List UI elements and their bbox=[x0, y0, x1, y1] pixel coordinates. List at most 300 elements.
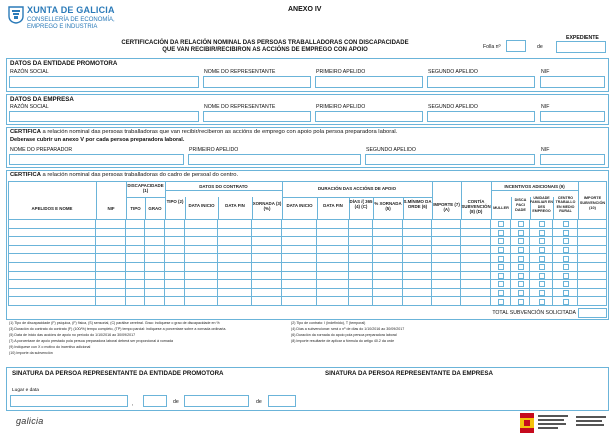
incentive-checkbox[interactable] bbox=[518, 238, 524, 244]
table-cell-input[interactable] bbox=[165, 237, 185, 246]
signature-promotora-title: SINATURA DA PERSOA REPRESENTANTE DA ENTIDADE PROMOTORA bbox=[12, 370, 224, 377]
table-cell-input[interactable] bbox=[403, 220, 432, 229]
preparador-ap1-label: PRIMEIRO APELIDO bbox=[189, 147, 239, 153]
xunta-name: XUNTA DE GALICIA bbox=[27, 5, 115, 15]
table-cell-input[interactable] bbox=[145, 297, 165, 306]
table-cell-input[interactable] bbox=[349, 272, 373, 281]
note-1: (1) Tipo de discapacidade (F) psíquica, (F) física, (S) sensorial, (C) parálise cerebral. Grao: indíquese o grao de discapacidade en % bbox=[9, 321, 220, 325]
table-cell-input[interactable] bbox=[165, 289, 185, 298]
table-cell-input[interactable] bbox=[218, 229, 252, 238]
promotora-ap1-label: PRIMEIRO APELIDO bbox=[316, 69, 366, 75]
table-cell-input[interactable] bbox=[96, 220, 126, 229]
table-cell-input[interactable] bbox=[403, 263, 432, 272]
table-cell-input[interactable] bbox=[145, 220, 165, 229]
table-cell-input[interactable] bbox=[185, 237, 218, 246]
th-pct-xornada: % XORNADA (5) bbox=[374, 201, 402, 211]
incentive-checkbox[interactable] bbox=[518, 230, 524, 236]
table-cell-input[interactable] bbox=[349, 229, 373, 238]
table-cell-input[interactable] bbox=[461, 272, 491, 281]
table-row bbox=[0, 280, 615, 289]
date-de-label-2: de bbox=[256, 399, 262, 405]
table-cell-input[interactable] bbox=[317, 237, 349, 246]
incentive-checkbox[interactable] bbox=[539, 221, 545, 227]
table-cell-input[interactable] bbox=[317, 263, 349, 272]
preparador-subtitle: Deberase cubrir un anexo V por cada persoa preparadora laboral. bbox=[10, 137, 185, 143]
table-cell-input[interactable] bbox=[185, 220, 218, 229]
signature-empresa-title: SINATURA DA PERSOA REPRESENTANTE DA EMPRESA bbox=[325, 370, 493, 377]
table-cell-input[interactable] bbox=[218, 254, 252, 263]
incentive-checkbox[interactable] bbox=[563, 221, 569, 227]
table-cell-input[interactable] bbox=[317, 280, 349, 289]
table-cell-input[interactable] bbox=[96, 297, 126, 306]
month-input[interactable] bbox=[184, 395, 249, 407]
table-cell-input[interactable] bbox=[432, 254, 461, 263]
table-cell-input[interactable] bbox=[349, 237, 373, 246]
incentive-cell bbox=[553, 297, 578, 306]
note-4: (4) Días a subvencionar: será o nº de días do 1/10/2016 ao 30/09/2017 bbox=[291, 327, 405, 331]
incentive-checkbox[interactable] bbox=[498, 273, 504, 279]
incentive-checkbox[interactable] bbox=[563, 299, 569, 305]
preparador-nome-input[interactable] bbox=[9, 154, 184, 165]
table-cell-input[interactable] bbox=[349, 254, 373, 263]
incentive-cell bbox=[511, 229, 530, 238]
table-cell-input[interactable] bbox=[218, 220, 252, 229]
table-cell-input[interactable] bbox=[165, 254, 185, 263]
promotora-ap1-input[interactable] bbox=[315, 76, 423, 88]
promotora-nome-input[interactable] bbox=[203, 76, 311, 88]
table-cell-input[interactable] bbox=[252, 237, 282, 246]
th-data-inicio2: DATA INICIO bbox=[286, 203, 313, 208]
incentive-cell bbox=[553, 280, 578, 289]
table-cell-input[interactable] bbox=[403, 246, 432, 255]
table-cell-input[interactable] bbox=[252, 297, 282, 306]
incentive-checkbox[interactable] bbox=[563, 256, 569, 262]
table-cell-input[interactable] bbox=[8, 263, 96, 272]
document-title-line1: CERTIFICACIÓN DA RELACIÓN NOMINAL DAS PERSOAS TRABALLADORAS CON DISCAPACIDADE bbox=[121, 40, 409, 46]
table-cell-input[interactable] bbox=[185, 297, 218, 306]
table-cell-input[interactable] bbox=[185, 229, 218, 238]
table-cell-input[interactable] bbox=[252, 289, 282, 298]
incentive-cell bbox=[511, 297, 530, 306]
table-cell-input[interactable] bbox=[578, 263, 607, 272]
preparador-nif-label: NIF bbox=[541, 147, 550, 153]
table-cell-input[interactable] bbox=[461, 289, 491, 298]
incentive-checkbox[interactable] bbox=[498, 221, 504, 227]
incentive-cell bbox=[491, 220, 511, 229]
table-cell-input[interactable] bbox=[165, 297, 185, 306]
table-cell-input[interactable] bbox=[578, 254, 607, 263]
table-cell-input[interactable] bbox=[578, 246, 607, 255]
preparador-nif-input[interactable] bbox=[540, 154, 605, 165]
note-3: (3) Duración do contrato do contrato (F) (100/%) tempo completo, (TP) tempo parcial: indíquese a porcentaxe sobre a xornada ordinaria. bbox=[9, 327, 227, 331]
table-cell-input[interactable] bbox=[432, 280, 461, 289]
incentive-checkbox[interactable] bbox=[563, 238, 569, 244]
table-cell-input[interactable] bbox=[282, 263, 317, 272]
incentive-cell bbox=[511, 254, 530, 263]
table-cell-input[interactable] bbox=[165, 272, 185, 281]
table-cell-input[interactable] bbox=[282, 297, 317, 306]
promotora-title: DATOS DA ENTIDADE PROMOTORA bbox=[10, 60, 118, 67]
note-8: (8) Importe resultante de aplicar a fórmula do artigo 40.2 da orde bbox=[291, 339, 395, 343]
incentive-cell bbox=[491, 263, 511, 272]
table-cell-input[interactable] bbox=[403, 237, 432, 246]
table-cell-input[interactable] bbox=[373, 220, 403, 229]
table-cell-input[interactable] bbox=[578, 289, 607, 298]
table-cell-input[interactable] bbox=[185, 289, 218, 298]
table-cell-input[interactable] bbox=[432, 237, 461, 246]
table-cell-input[interactable] bbox=[373, 272, 403, 281]
table-cell-input[interactable] bbox=[317, 229, 349, 238]
table-cell-input[interactable] bbox=[461, 237, 491, 246]
incentive-cell bbox=[530, 254, 553, 263]
table-cell-input[interactable] bbox=[126, 220, 145, 229]
table-cell-input[interactable] bbox=[282, 237, 317, 246]
table-cell-input[interactable] bbox=[145, 246, 165, 255]
incentive-cell bbox=[511, 289, 530, 298]
table-cell-input[interactable] bbox=[317, 272, 349, 281]
table-cell-input[interactable] bbox=[578, 280, 607, 289]
th-xornada: XORNADA (3) (%) bbox=[252, 201, 282, 211]
preparador-ap2-input[interactable] bbox=[365, 154, 535, 165]
table-cell-input[interactable] bbox=[185, 254, 218, 263]
th-muller: MULLER bbox=[493, 206, 509, 210]
incentive-checkbox[interactable] bbox=[539, 256, 545, 262]
table-row bbox=[0, 246, 615, 255]
table-cell-input[interactable] bbox=[373, 297, 403, 306]
incentive-cell bbox=[511, 220, 530, 229]
table-cell-input[interactable] bbox=[96, 237, 126, 246]
note-7: (7) A porcentaxe de apoio prestado pola persoa preparadora laboral deberá ser proporcional á xornada bbox=[9, 339, 174, 343]
table-cell-input[interactable] bbox=[282, 289, 317, 298]
incentive-checkbox[interactable] bbox=[539, 264, 545, 270]
empresa-nif-input[interactable] bbox=[540, 111, 605, 122]
table-cell-input[interactable] bbox=[218, 289, 252, 298]
promotora-ap2-input[interactable] bbox=[427, 76, 535, 88]
table-cell-input[interactable] bbox=[126, 272, 145, 281]
table-cell-input[interactable] bbox=[349, 263, 373, 272]
table-cell-input[interactable] bbox=[461, 263, 491, 272]
empresa-nome-label: NOME DO REPRESENTANTE bbox=[204, 104, 276, 110]
table-cell-input[interactable] bbox=[317, 289, 349, 298]
table-cell-input[interactable] bbox=[145, 263, 165, 272]
table-cell-input[interactable] bbox=[317, 254, 349, 263]
table-cell-input[interactable] bbox=[432, 220, 461, 229]
table-cell-input[interactable] bbox=[165, 263, 185, 272]
table-cell-input[interactable] bbox=[126, 229, 145, 238]
centro-title-bold: CERTIFICA bbox=[10, 172, 41, 178]
incentive-checkbox[interactable] bbox=[563, 290, 569, 296]
table-cell-input[interactable] bbox=[432, 289, 461, 298]
incentive-checkbox[interactable] bbox=[498, 299, 504, 305]
th-disca: DISCA PACI DADE bbox=[514, 198, 527, 212]
centro-title bbox=[10, 172, 238, 178]
incentive-checkbox[interactable] bbox=[518, 247, 524, 253]
table-cell-input[interactable] bbox=[349, 297, 373, 306]
table-cell-input[interactable] bbox=[126, 246, 145, 255]
day-input[interactable] bbox=[143, 395, 167, 407]
table-cell-input[interactable] bbox=[432, 229, 461, 238]
table-cell-input[interactable] bbox=[432, 297, 461, 306]
table-cell-input[interactable] bbox=[145, 272, 165, 281]
incentive-cell bbox=[491, 297, 511, 306]
table-row bbox=[0, 272, 615, 281]
table-cell-input[interactable] bbox=[145, 280, 165, 289]
table-cell-input[interactable] bbox=[282, 254, 317, 263]
incentive-checkbox[interactable] bbox=[539, 247, 545, 253]
table-cell-input[interactable] bbox=[96, 246, 126, 255]
table-cell-input[interactable] bbox=[8, 297, 96, 306]
th-tipo: TIPO bbox=[130, 206, 141, 211]
table-cell-input[interactable] bbox=[461, 280, 491, 289]
table-cell-input[interactable] bbox=[145, 237, 165, 246]
table-cell-input[interactable] bbox=[96, 263, 126, 272]
table-cell-input[interactable] bbox=[461, 297, 491, 306]
table-cell-input[interactable] bbox=[145, 254, 165, 263]
table-cell-input[interactable] bbox=[252, 229, 282, 238]
table-cell-input[interactable] bbox=[461, 229, 491, 238]
folla-de-label: de bbox=[537, 44, 543, 50]
incentive-cell bbox=[511, 263, 530, 272]
promotora-nif-input[interactable] bbox=[540, 76, 605, 88]
table-cell-input[interactable] bbox=[218, 263, 252, 272]
table-cell-input[interactable] bbox=[317, 220, 349, 229]
total-label: TOTAL SUBVENCIÓN SOLICITADA bbox=[492, 310, 576, 316]
incentive-checkbox[interactable] bbox=[563, 247, 569, 253]
table-cell-input[interactable] bbox=[96, 229, 126, 238]
incentive-checkbox[interactable] bbox=[563, 281, 569, 287]
galicia-logo: galicia bbox=[16, 416, 44, 426]
table-row bbox=[0, 229, 615, 238]
table-cell-input[interactable] bbox=[218, 237, 252, 246]
th-contia: CONTÍA SUBVENCIÓN (8) (D) bbox=[461, 199, 491, 214]
th-incentivos: INCENTIVOS ADICIONAIS (9) bbox=[504, 184, 565, 189]
table-cell-input[interactable] bbox=[252, 280, 282, 289]
table-cell-input[interactable] bbox=[373, 237, 403, 246]
empresa-nif-label: NIF bbox=[541, 104, 550, 110]
incentive-cell bbox=[491, 237, 511, 246]
th-minimo: S.MÍNIMO DA ORDE (6) bbox=[403, 199, 432, 209]
incentive-cell bbox=[491, 254, 511, 263]
table-cell-input[interactable] bbox=[145, 289, 165, 298]
table-cell-input[interactable] bbox=[145, 229, 165, 238]
table-row bbox=[0, 254, 615, 263]
table-cell-input[interactable] bbox=[96, 289, 126, 298]
incentive-checkbox[interactable] bbox=[563, 230, 569, 236]
lugar-comma: , bbox=[132, 401, 134, 407]
table-cell-input[interactable] bbox=[218, 280, 252, 289]
table-cell-input[interactable] bbox=[8, 246, 96, 255]
table-cell-input[interactable] bbox=[282, 229, 317, 238]
table-cell-input[interactable] bbox=[403, 289, 432, 298]
note-2: (2) Tipo de contrato: I (indefinido), T (temporal) bbox=[291, 321, 366, 325]
th-tipo2: TIPO (2) bbox=[166, 199, 184, 204]
table-cell-input[interactable] bbox=[282, 280, 317, 289]
year-input[interactable] bbox=[268, 395, 296, 407]
incentive-checkbox[interactable] bbox=[539, 238, 545, 244]
incentive-checkbox[interactable] bbox=[498, 230, 504, 236]
incentive-checkbox[interactable] bbox=[539, 273, 545, 279]
incentive-checkbox[interactable] bbox=[518, 256, 524, 262]
empresa-nome-input[interactable] bbox=[203, 111, 311, 122]
incentive-checkbox[interactable] bbox=[518, 281, 524, 287]
table-cell-input[interactable] bbox=[578, 272, 607, 281]
promotora-razon-input[interactable] bbox=[9, 76, 199, 88]
table-cell-input[interactable] bbox=[432, 272, 461, 281]
incentive-cell bbox=[553, 220, 578, 229]
spain-ministry-emblem-icon bbox=[520, 412, 608, 434]
empresa-ap2-label: SEGUNDO APELIDO bbox=[428, 104, 478, 110]
table-cell-input[interactable] bbox=[8, 289, 96, 298]
table-cell-input[interactable] bbox=[252, 254, 282, 263]
table-cell-input[interactable] bbox=[461, 254, 491, 263]
table-cell-input[interactable] bbox=[165, 280, 185, 289]
promotora-razon-label: RAZÓN SOCIAL bbox=[10, 69, 49, 75]
table-cell-input[interactable] bbox=[403, 229, 432, 238]
xunta-logo-icon bbox=[8, 6, 24, 24]
table-row bbox=[0, 237, 615, 246]
table-cell-input[interactable] bbox=[8, 272, 96, 281]
table-cell-input[interactable] bbox=[185, 263, 218, 272]
empresa-razon-input[interactable] bbox=[9, 111, 199, 122]
table-cell-input[interactable] bbox=[349, 289, 373, 298]
table-cell-input[interactable] bbox=[252, 272, 282, 281]
table-cell-input[interactable] bbox=[96, 272, 126, 281]
table-cell-input[interactable] bbox=[373, 280, 403, 289]
incentive-cell bbox=[511, 280, 530, 289]
incentive-checkbox[interactable] bbox=[518, 290, 524, 296]
incentive-checkbox[interactable] bbox=[498, 264, 504, 270]
table-cell-input[interactable] bbox=[96, 280, 126, 289]
table-cell-input[interactable] bbox=[126, 280, 145, 289]
th-discapacidade: DISCAPACIDADE (1) bbox=[127, 183, 164, 193]
promotora-ap2-label: SEGUNDO APELIDO bbox=[428, 69, 478, 75]
table-cell-input[interactable] bbox=[403, 297, 432, 306]
table-cell-input[interactable] bbox=[373, 246, 403, 255]
table-cell-input[interactable] bbox=[218, 272, 252, 281]
table-cell-input[interactable] bbox=[317, 297, 349, 306]
incentive-checkbox[interactable] bbox=[498, 238, 504, 244]
table-cell-input[interactable] bbox=[96, 254, 126, 263]
table-cell-input[interactable] bbox=[349, 280, 373, 289]
th-data-fin2: DATA FIN bbox=[323, 203, 343, 208]
incentive-cell bbox=[553, 272, 578, 281]
table-cell-input[interactable] bbox=[578, 297, 607, 306]
table-cell-input[interactable] bbox=[432, 263, 461, 272]
table-cell-input[interactable] bbox=[373, 289, 403, 298]
table-cell-input[interactable] bbox=[461, 246, 491, 255]
table-cell-input[interactable] bbox=[165, 220, 185, 229]
table-cell-input[interactable] bbox=[317, 246, 349, 255]
incentive-cell bbox=[530, 246, 553, 255]
table-cell-input[interactable] bbox=[8, 220, 96, 229]
lugar-input[interactable] bbox=[10, 395, 128, 407]
th-dias: DÍAS /( 365 (4) (C) bbox=[349, 199, 373, 209]
empresa-title: DATOS DA EMPRESA bbox=[10, 96, 74, 103]
table-cell-input[interactable] bbox=[252, 263, 282, 272]
incentive-checkbox[interactable] bbox=[518, 221, 524, 227]
table-cell-input[interactable] bbox=[403, 254, 432, 263]
table-cell-input[interactable] bbox=[8, 280, 96, 289]
preparador-title bbox=[10, 129, 397, 135]
table-row bbox=[0, 263, 615, 272]
incentive-checkbox[interactable] bbox=[539, 299, 545, 305]
table-cell-input[interactable] bbox=[8, 254, 96, 263]
preparador-ap1-input[interactable] bbox=[188, 154, 361, 165]
table-cell-input[interactable] bbox=[403, 280, 432, 289]
incentive-checkbox[interactable] bbox=[539, 290, 545, 296]
table-cell-input[interactable] bbox=[218, 297, 252, 306]
incentive-cell bbox=[553, 263, 578, 272]
table-cell-input[interactable] bbox=[126, 254, 145, 263]
table-cell-input[interactable] bbox=[461, 220, 491, 229]
table-cell-input[interactable] bbox=[373, 254, 403, 263]
th-nif: NIF bbox=[107, 206, 115, 211]
total-input[interactable] bbox=[578, 308, 607, 318]
incentive-checkbox[interactable] bbox=[563, 264, 569, 270]
preparador-nome-label: NOME DO PREPARADOR bbox=[10, 147, 73, 153]
table-cell-input[interactable] bbox=[373, 229, 403, 238]
table-cell-input[interactable] bbox=[349, 246, 373, 255]
table-cell-input[interactable] bbox=[432, 246, 461, 255]
folla-number-field[interactable] bbox=[506, 40, 526, 52]
centro-title-rest: a relación nominal das persoas traballadoras do cadro de persoal do centro. bbox=[40, 172, 239, 178]
table-cell-input[interactable] bbox=[349, 220, 373, 229]
table-cell-input[interactable] bbox=[282, 272, 317, 281]
table-cell-input[interactable] bbox=[578, 220, 607, 229]
table-cell-input[interactable] bbox=[282, 246, 317, 255]
incentive-cell bbox=[553, 229, 578, 238]
table-cell-input[interactable] bbox=[282, 220, 317, 229]
incentive-checkbox[interactable] bbox=[563, 273, 569, 279]
incentive-checkbox[interactable] bbox=[518, 273, 524, 279]
table-cell-input[interactable] bbox=[126, 297, 145, 306]
table-cell-input[interactable] bbox=[165, 229, 185, 238]
table-cell-input[interactable] bbox=[252, 246, 282, 255]
table-cell-input[interactable] bbox=[185, 246, 218, 255]
table-cell-input[interactable] bbox=[252, 220, 282, 229]
table-cell-input[interactable] bbox=[126, 263, 145, 272]
th-centro: CENTRO TRABALLO EN MEDIO RURAL bbox=[555, 196, 576, 214]
empresa-ap2-input[interactable] bbox=[427, 111, 535, 122]
table-cell-input[interactable] bbox=[165, 246, 185, 255]
incentive-checkbox[interactable] bbox=[518, 264, 524, 270]
incentive-cell bbox=[530, 272, 553, 281]
incentive-checkbox[interactable] bbox=[539, 281, 545, 287]
incentive-checkbox[interactable] bbox=[498, 256, 504, 262]
table-cell-input[interactable] bbox=[373, 263, 403, 272]
incentive-checkbox[interactable] bbox=[539, 230, 545, 236]
table-cell-input[interactable] bbox=[126, 237, 145, 246]
table-cell-input[interactable] bbox=[8, 229, 96, 238]
table-cell-input[interactable] bbox=[578, 229, 607, 238]
expediente-field[interactable] bbox=[556, 41, 606, 53]
incentive-checkbox[interactable] bbox=[518, 299, 524, 305]
table-cell-input[interactable] bbox=[578, 237, 607, 246]
th-importe-subv: IMPORTE SUBVENCIÓN (10) bbox=[579, 196, 606, 210]
th-duracion: DURACIÓN DAS ACCIÓNS DE APOIO bbox=[318, 186, 396, 191]
table-cell-input[interactable] bbox=[218, 246, 252, 255]
table-cell-input[interactable] bbox=[8, 237, 96, 246]
table-cell-input[interactable] bbox=[185, 272, 218, 281]
table-cell-input[interactable] bbox=[126, 289, 145, 298]
folla-label: Folla nº bbox=[483, 44, 501, 50]
table-cell-input[interactable] bbox=[185, 280, 218, 289]
incentive-checkbox[interactable] bbox=[498, 290, 504, 296]
incentive-checkbox[interactable] bbox=[498, 247, 504, 253]
incentive-checkbox[interactable] bbox=[498, 281, 504, 287]
table-cell-input[interactable] bbox=[403, 272, 432, 281]
empresa-ap1-input[interactable] bbox=[315, 111, 423, 122]
